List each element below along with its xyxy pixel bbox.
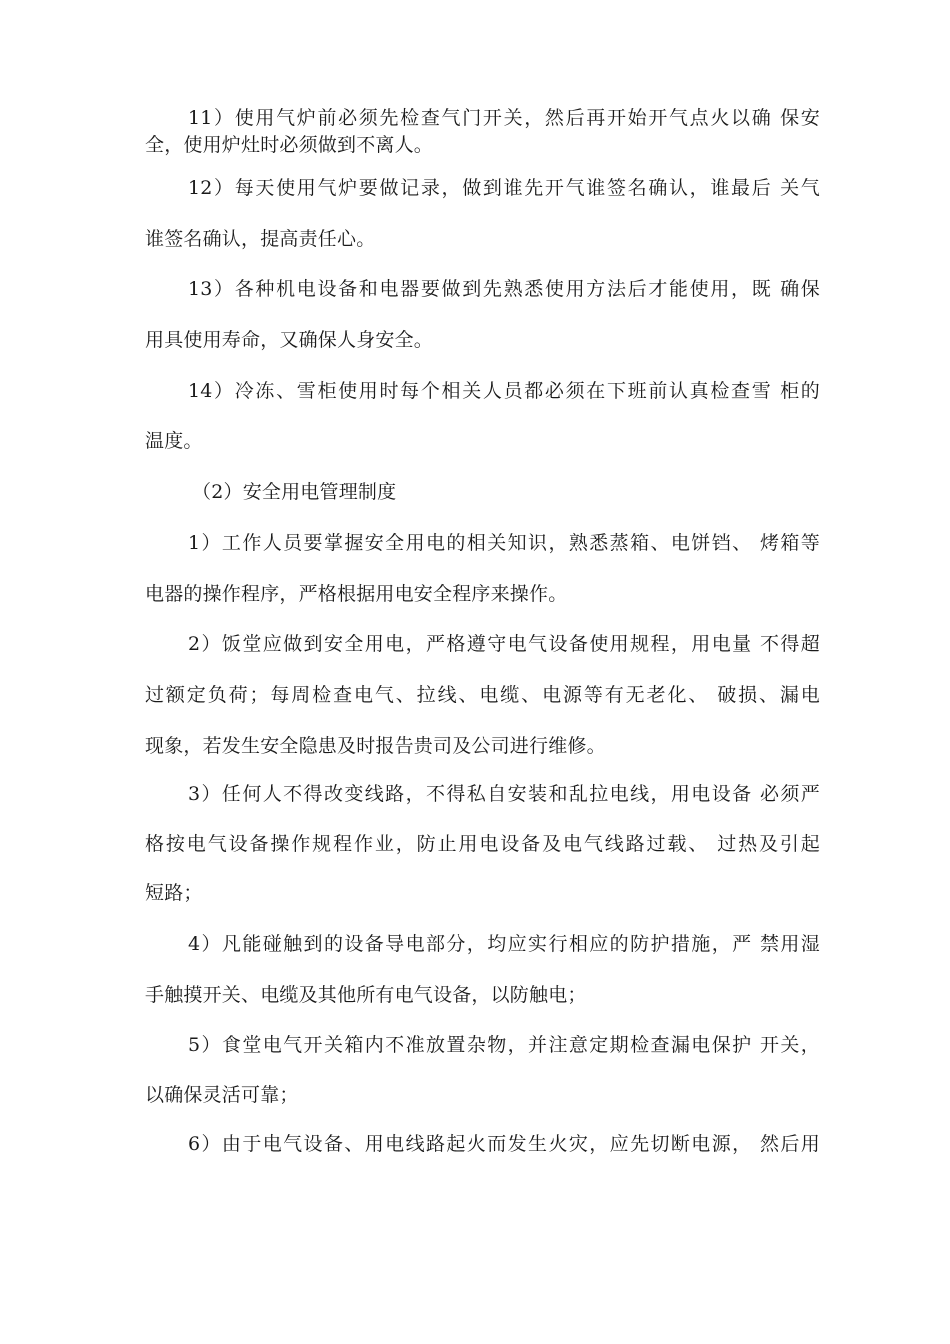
paragraph-line: 过额定负荷；每周检查电气、拉线、电缆、电源等有无老化、 破损、漏电 — [145, 684, 820, 706]
paragraph-line: 全，使用炉灶时必须做到不离人。 — [145, 134, 434, 156]
paragraph-line: 12）每天使用气炉要做记录，做到谁先开气谁签名确认，谁最后 关气 — [188, 177, 820, 199]
paragraph-line: 手触摸开关、电缆及其他所有电气设备，以防触电； — [145, 984, 587, 1006]
paragraph-line: 用具使用寿命，又确保人身安全。 — [145, 329, 434, 351]
paragraph-line: 14）冷冻、雪柜使用时每个相关人员都必须在下班前认真检查雪 柜的 — [188, 380, 820, 402]
paragraph-line: 以确保灵活可靠； — [145, 1084, 299, 1106]
paragraph-line: 格按电气设备操作规程作业，防止用电设备及电气线路过载、 过热及引起 — [145, 833, 820, 855]
paragraph-line: 电器的操作程序，严格根据用电安全程序来操作。 — [145, 583, 568, 605]
paragraph-line: 3）任何人不得改变线路，不得私自安装和乱拉电线，用电设备 必须严 — [188, 783, 820, 805]
paragraph-line: 短路； — [145, 882, 203, 904]
paragraph-line: 6）由于电气设备、用电线路起火而发生火灾，应先切断电源， 然后用 — [188, 1133, 820, 1155]
paragraph-line: 2）饭堂应做到安全用电，严格遵守电气设备使用规程，用电量 不得超 — [188, 633, 820, 655]
paragraph-line: 5）食堂电气开关箱内不准放置杂物，并注意定期检查漏电保护 开关， — [188, 1034, 820, 1056]
paragraph-line: 现象，若发生安全隐患及时报告贵司及公司进行维修。 — [145, 735, 606, 757]
paragraph-line: 温度。 — [145, 430, 203, 452]
paragraph-line: 4）凡能碰触到的设备导电部分，均应实行相应的防护措施，严 禁用湿 — [188, 933, 820, 955]
paragraph-line: 谁签名确认，提高责任心。 — [145, 228, 376, 250]
paragraph-line: 11）使用气炉前必须先检查气门开关，然后再开始开气点火以确 保安 — [188, 107, 820, 129]
section-heading: （2）安全用电管理制度 — [192, 481, 397, 503]
paragraph-line: 1）工作人员要掌握安全用电的相关知识，熟悉蒸箱、电饼铛、 烤箱等 — [188, 532, 820, 554]
paragraph-line: 13）各种机电设备和电器要做到先熟悉使用方法后才能使用，既 确保 — [188, 278, 820, 300]
